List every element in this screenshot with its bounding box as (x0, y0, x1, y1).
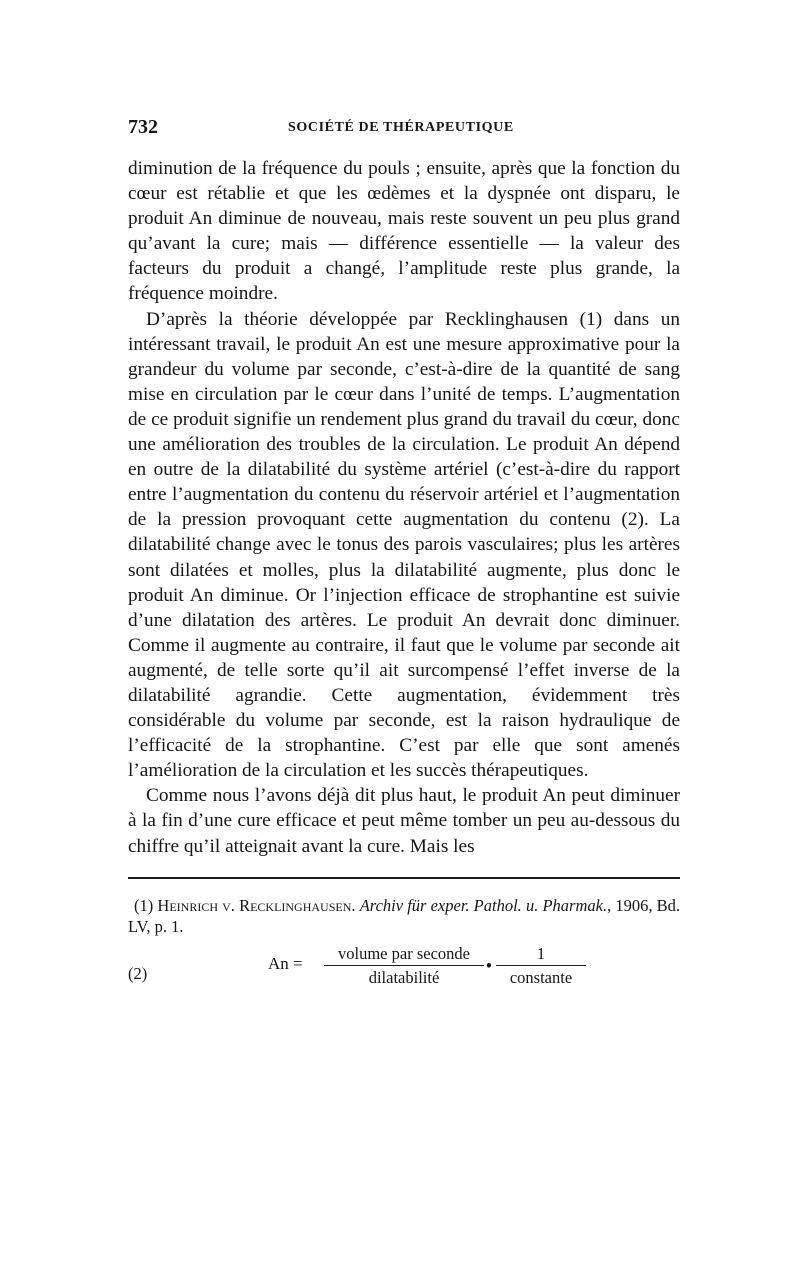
footnote-rule (128, 877, 680, 879)
formula-lhs: An = (268, 953, 303, 973)
footnotes (128, 895, 680, 993)
footnote-1-journal: Archiv für exper. Pathol. u. Pharmak. (359, 895, 608, 915)
footnote-2-formula (128, 943, 680, 993)
page-number: 732 (128, 116, 158, 138)
footnote-1-mark: (1) (134, 895, 154, 915)
formula-denominator-2: constante (496, 965, 586, 988)
formula-numerator-1: volume par seconde (338, 943, 470, 963)
running-head (128, 112, 680, 142)
footnote-1-details: , 1906, Bd. LV, p. 1. (128, 895, 681, 936)
footnote-2-mark: (2) (128, 963, 148, 983)
paragraph-2: D’après la théorie développée par Recklinghausen (1) dans un intéressant travail, le produit An est une mesure approximative pour la grandeur du volume par seconde, c’est-à-dire de la quantité de sang mise en circulation par le cœur dans l’unité de temps. L’augmentation de ce produit signifie un rendement plus grand du travail du cœur, donc une amélioration des troubles de la circulation. Le produit An dépend en outre de la dilatabilité du système artériel (c’est-à-dire du rapport entre l’augmentation du contenu du réservoir artériel et l’augmentation de la pression provoquant cette augmentation du contenu (2). La dilatabilité change avec le tonus des parois vasculaires; plus les artères sont dilatées et molles, plus la dilatabilité augmente, plus donc le produit An diminue. Or l’injection efficace de strophantine est suivie d’une dilatation des artères. Le produit An devrait donc diminuer. Comme il augmente au contraire, il faut que le volume par seconde ait augmenté, de telle sorte qu’il ait surcompensé l’effet inverse de la dilatabilité agrandie. Cette augmentation, évidemment très considérable du volume par seconde, est la raison hydraulique de l’efficacité de la strophantine. C’est par elle que sont amenés l’amélioration de la circulation et les succès thérapeutiques. (128, 308, 680, 782)
footnote-1 (128, 895, 680, 937)
formula-fraction-2 (496, 943, 586, 988)
paragraph-1: diminution de la fréquence du pouls ; ensuite, après que la fonction du cœur est rétablie et que les œdèmes et la dyspnée ont disparu, le produit An diminue de nouveau, mais reste souvent un peu plus grand qu’avant la cure; mais — différence essentielle — la valeur des facteurs du produit a changé, l’amplitude reste plus grande, la fréquence moindre. (128, 158, 680, 305)
book-page (128, 112, 680, 993)
footnote-1-author: Heinrich v. Recklinghausen. (157, 895, 356, 915)
paragraph-3: Comme nous l’avons déjà dit plus haut, le produit An peut diminuer à la fin d’une cure efficace et peut même tomber un peu au-dessous du chiffre qu’il atteignait avant la cure. Mais les (128, 785, 680, 857)
formula-numerator-2: 1 (536, 943, 546, 963)
running-title: SOCIÉTÉ DE THÉRAPEUTIQUE (288, 120, 514, 135)
formula-denominator-1: dilatabilité (324, 965, 484, 988)
formula-operator: • (486, 955, 492, 975)
formula-fraction-1 (324, 943, 484, 988)
body-text (128, 156, 680, 859)
